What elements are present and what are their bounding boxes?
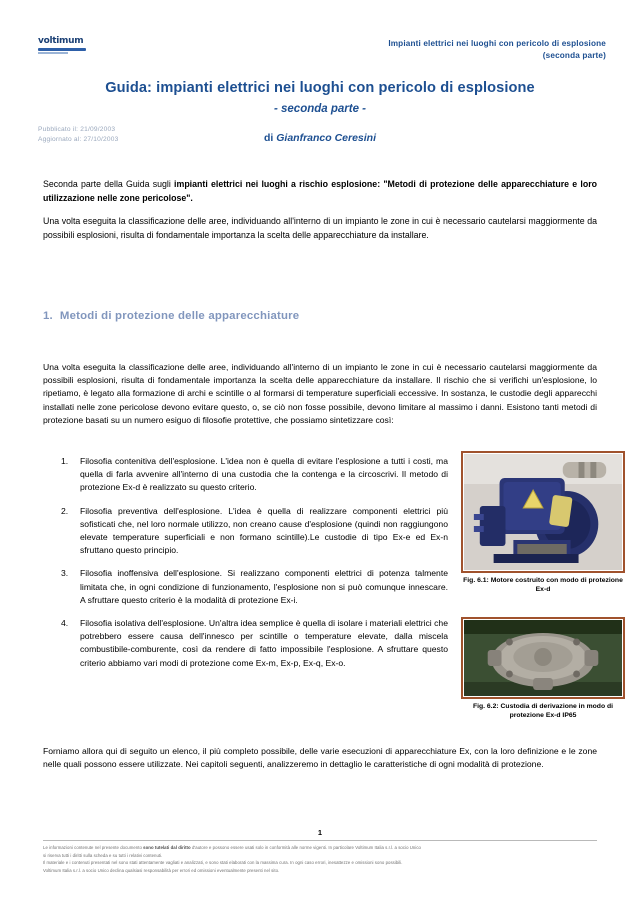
intro-lead-part1: Seconda parte della Guida sugli xyxy=(43,179,175,189)
footer-line-1b: d'autore e possono essere usati solo in conformità alle norme vigenti. In particolare Voltimum Italia s.r.l. a socio Unico xyxy=(190,845,421,850)
footer-disclaimer xyxy=(43,844,601,874)
figure-6-1-caption: Fig. 6.1: Motore costruito con modo di protezione Ex-d xyxy=(463,577,623,593)
list-item-marker: 1. xyxy=(61,456,69,466)
page-header xyxy=(0,30,640,72)
running-header xyxy=(388,38,606,61)
section-body-block xyxy=(43,361,597,437)
author-prefix: di xyxy=(263,132,277,144)
page-subtitle: - seconda parte - xyxy=(273,103,367,115)
list-item-text: Filosofia contenitiva dell'esplosione. L'idea non è quella di evitare l'esplosione a tutti i costi, ma quella di farla avvenire all'interno di una custodia che la contenga e la circoscrivi. Il metodo di protezione Ex-d è realizzato su questo criterio. xyxy=(80,456,448,493)
intro-lead-bold2: Metodi di protezione delle apparecchiature e loro utilizzazione nelle zone pericolose xyxy=(43,179,597,203)
footer-line-1 xyxy=(43,844,601,852)
figure-6-1-frame xyxy=(461,451,625,573)
list-item-text: Filosofia inoffensiva dell'esplosione. Si realizzano componenti elettrici di potenza talmente limitata che, in ogni condizione di funzionamento, l'esplosione non si può comunque innescare. A sfruttare questo criterio è la modalità di protezione Ex-i. xyxy=(80,568,448,605)
list-item-text: Filosofia preventiva dell'esplosione. L'idea è quella di realizzare componenti elettrici più sofisticati che, nel loro normale utilizzo, non creano cause d'esplosione (quindi non raggiungono elevate temperature superficiali e non formano scintille).Le custodie di tipo Ex-e ed Ex-n sfruttano questo principio. xyxy=(80,505,448,556)
footer-line-1-bold: sono tutelati dal diritto xyxy=(143,845,191,850)
updated-date: Aggiornato al: 27/10/2003 xyxy=(38,135,119,143)
intro-lead-bold1: impianti elettrici nei luoghi a rischio esplosione xyxy=(174,179,378,189)
list-item xyxy=(43,455,448,495)
list-item-text: Filosofia isolativa dell'esplosione. Un'altra idea semplice è quella di isolare i materiali elettrici che potrebbero essere causa dell'innesco per scintille o temperature elevate, dalla miscela combustibile-comburente, così da rendere di fatto impossibile l'esplosione. A sfruttare questo criterio abbiamo vari modi di protezione come Ex-m, Ex-p, Ex-q, Ex-o. xyxy=(80,618,448,668)
logo-bar-secondary xyxy=(38,52,68,54)
motore-antideflagrante-photo xyxy=(464,454,622,570)
intro-lead xyxy=(43,178,597,205)
section-heading xyxy=(43,310,299,322)
intro-lead-part3: ". xyxy=(186,192,193,203)
custodia-derivazione-photo xyxy=(464,620,622,696)
published-date: Pubblicato il: 21/09/2003 xyxy=(38,126,116,133)
philosophy-list-container xyxy=(43,455,463,680)
list-item xyxy=(43,617,448,670)
list-item-marker: 4. xyxy=(61,618,69,629)
footer-line-1a: Le informazioni contenute nel presente documento xyxy=(43,845,144,850)
figure-6-2-caption: Fig. 6.2: Custodia di derivazione in modo di protezione Ex-d IP65 xyxy=(472,703,614,719)
logo-bar-primary xyxy=(38,48,86,51)
philosophy-list xyxy=(43,455,448,670)
figure-6-2-frame xyxy=(461,617,625,699)
figure-6-1 xyxy=(461,451,625,594)
running-header-line2: (seconda parte) xyxy=(542,50,606,60)
list-item xyxy=(43,505,448,558)
list-item-marker: 2. xyxy=(61,505,69,516)
list-item-marker: 3. xyxy=(61,568,69,579)
footer-divider xyxy=(43,840,597,841)
page-number: 1 xyxy=(317,828,323,837)
footer-line-2: si riserva tutti i diritti sulla scheda e su tutti i relativi contenuti. xyxy=(43,852,163,858)
list-item xyxy=(43,567,448,607)
author-name: Gianfranco Ceresini xyxy=(276,132,377,144)
intro-lead-part2: : " xyxy=(377,179,388,189)
section-number: 1. xyxy=(43,310,53,322)
footer-line-4: Voltimum Italia s.r.l. a socio Unico declina qualsiasi responsabilità per errori ed omissioni eventualmente presenti nel sito. xyxy=(43,867,280,873)
section-body-paragraph: Una volta eseguita la classificazione delle aree, individuando all'interno di un impianto le zone in cui è necessario cautelarsi maggiormente da possibili esplosioni, risulta di fondamentale importanza la scelta delle apparecchiature da installare. Il rischio che si verifichi un'esplosione, lo ripetiamo, è legato alla formazione di archi e scintille o al formarsi di temperature superficiali eccessive. In sostanza, le custodie degli apparecchi installati nelle zone pericolose devono evitare questo, o, se ciò non fosse possibile, devono limitare al massimo i danni. Esistono tanti metodi di protezione basati su un numero esiguo di filosofie protettive, che possiamo sintetizzare così: xyxy=(43,362,597,425)
logo-wordmark: voltimum xyxy=(38,36,84,46)
page-title: Guida: impianti elettrici nei luoghi con pericolo di esplosione xyxy=(105,80,535,96)
closing-block xyxy=(43,745,597,781)
section-title: Metodi di protezione delle apparecchiature xyxy=(59,310,300,322)
voltimum-logo xyxy=(38,36,100,58)
closing-paragraph: Forniamo allora qui di seguito un elenco, il più completo possibile, delle varie esecuzioni di apparecchiature Ex, con la loro definizione e le zone nelle quali possono essere utilizzate. Nei capitoli seguenti, analizzeremo in dettaglio le caratteristiche di ogni modalità di protezione. xyxy=(43,746,597,770)
footer-line-3: Il materiale e i contenuti presentati nel sono stati attentamente vagliati e analizzati, e sono stati elaborati con la massima cura. In ogni caso errori, inesattezze e omissioni sono possibili. xyxy=(43,860,403,866)
figure-6-2 xyxy=(461,617,625,720)
intro-paragraph: Una volta eseguita la classificazione delle aree, individuando all'interno di un impianto le zone in cui è necessario cautelarsi maggiormente da possibili esplosioni, risulta di fondamentale importanza la scelta delle apparecchiature da installare. xyxy=(43,216,597,240)
intro-block xyxy=(43,178,597,252)
publication-dates xyxy=(38,125,119,144)
running-header-line1: Impianti elettrici nei luoghi con pericolo di esplosione xyxy=(388,39,606,48)
